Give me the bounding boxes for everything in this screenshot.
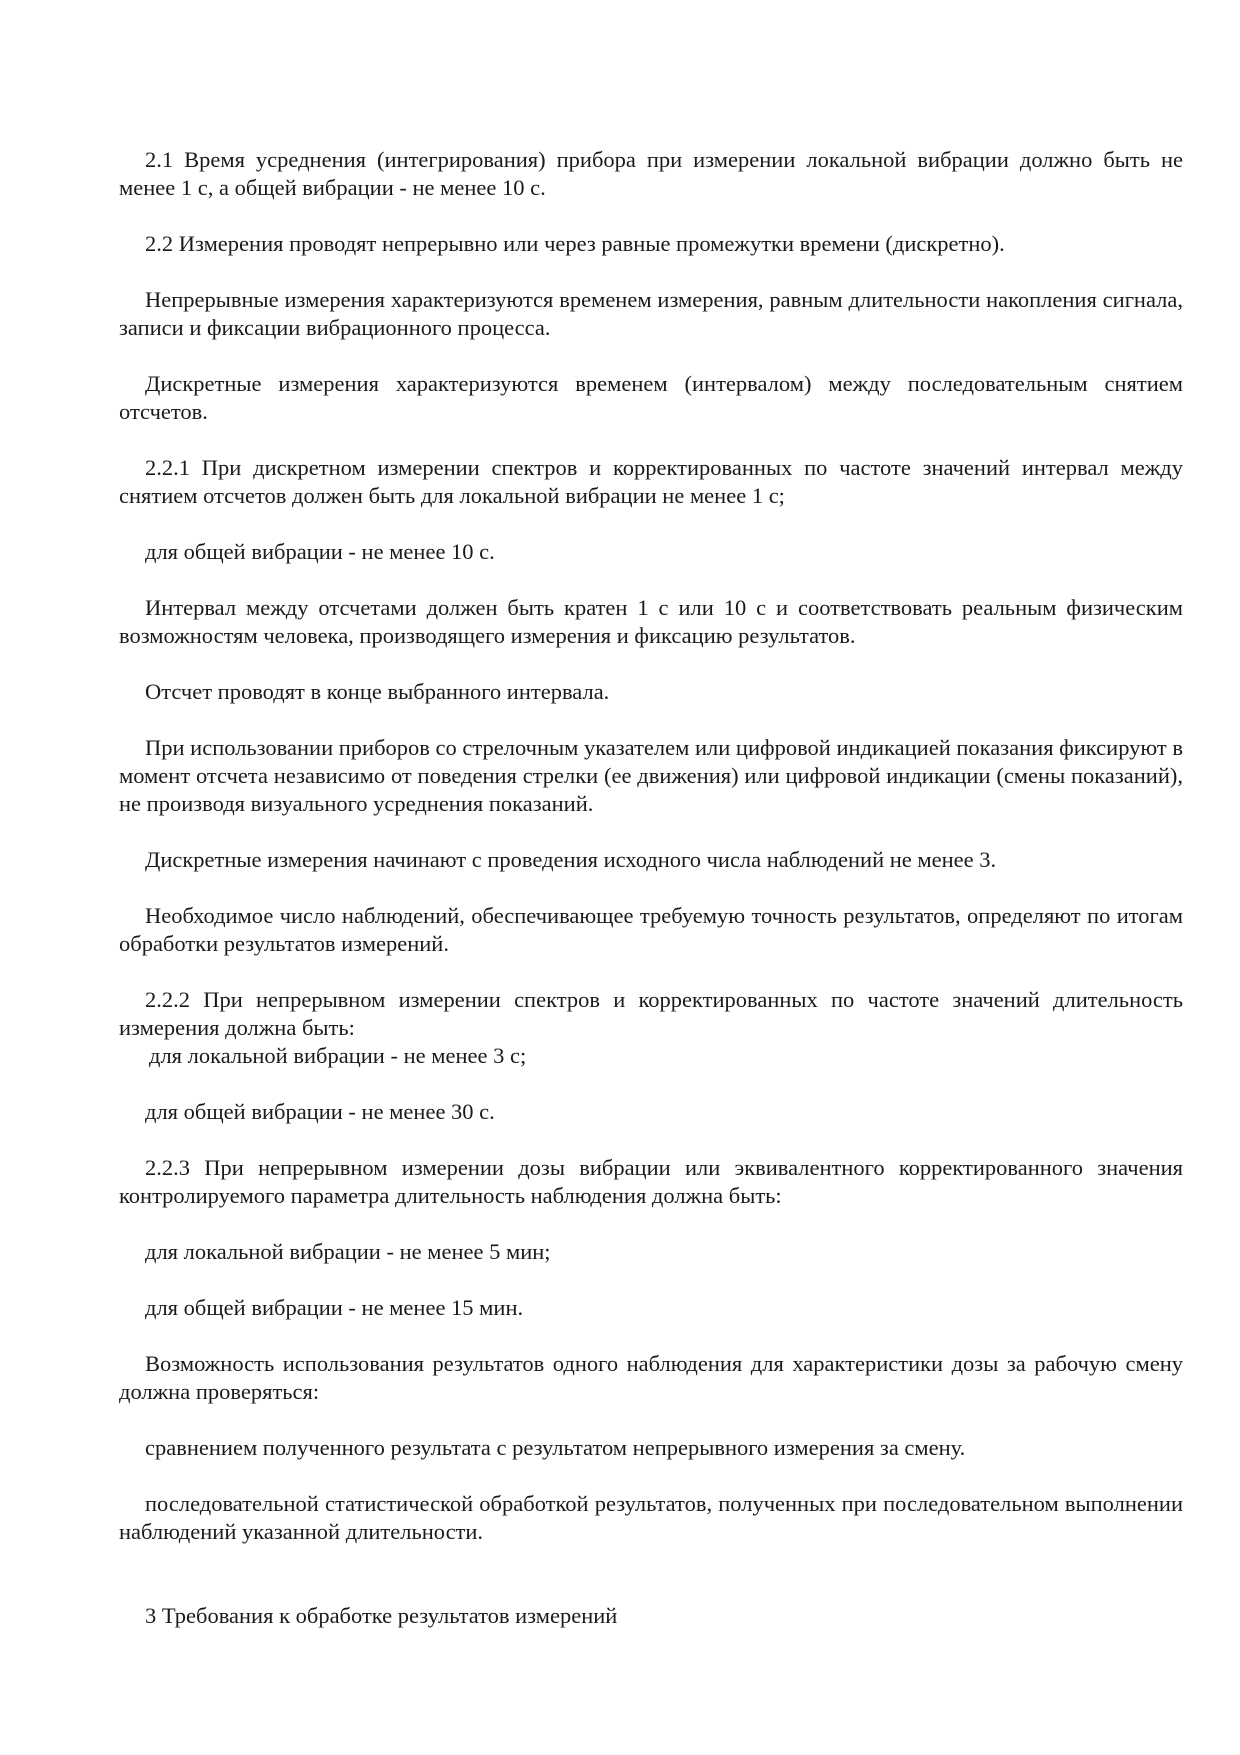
paragraph-general-vibration-10s: для общей вибрации - не менее 10 с. xyxy=(145,539,495,564)
paragraph-comparison-shift: сравнением полученного результата с результатом непрерывного измерения за смену. xyxy=(145,1435,966,1460)
paragraph-discrete-measurements: Дискретные измерения характеризуются временем (интервалом) между последовательным снятием отсчетов. xyxy=(119,371,1183,424)
paragraph-local-vibration-5min: для локальной вибрации - не менее 5 мин; xyxy=(145,1239,551,1264)
paragraph-single-observation: Возможность использования результатов одного наблюдения для характеристики дозы за рабочую смену должна проверяться: xyxy=(119,1351,1183,1404)
paragraph-2-2: 2.2 Измерения проводят непрерывно или через равные промежутки времени (дискретно). xyxy=(145,231,1005,256)
paragraph-statistical-processing: последовательной статистической обработкой результатов, полученных при последовательном выполнении наблюдений указанной длительности. xyxy=(119,1491,1183,1544)
paragraph-2-2-1: 2.2.1 При дискретном измерении спектров и корректированных по частоте значений интервал между снятием отсчетов должен быть для локальной вибрации не менее 1 с; xyxy=(119,455,1183,508)
paragraph-2-2-3: 2.2.3 При непрерывном измерении дозы вибрации или эквивалентного корректированного значения контролируемого параметра длительность наблюдения должна быть: xyxy=(119,1155,1183,1208)
paragraph-interval-multiple: Интервал между отсчетами должен быть кратен 1 с или 10 с и соответствовать реальным физическим возможностям человека, производящего измерения и фиксацию результатов. xyxy=(119,595,1183,648)
paragraph-2-2-2: 2.2.2 При непрерывном измерении спектров и корректированных по частоте значений длительность измерения должна быть: xyxy=(119,987,1183,1040)
paragraph-pointer-digital-instruments: При использовании приборов со стрелочным указателем или цифровой индикацией показания фиксируют в момент отсчета независимо от поведения стрелки (ее движения) или цифровой индикации (смены показаний), не производя визуального усреднения показаний. xyxy=(119,735,1183,816)
paragraph-initial-observations: Дискретные измерения начинают с проведения исходного числа наблюдений не менее 3. xyxy=(145,847,997,872)
paragraph-continuous-measurements: Непрерывные измерения характеризуются временем измерения, равным длительности накопления сигнала, записи и фиксации вибрационного процесса. xyxy=(119,287,1183,340)
section-heading-3: 3 Требования к обработке результатов измерений xyxy=(145,1603,618,1628)
paragraph-reading-end-of-interval: Отсчет проводят в конце выбранного интервала. xyxy=(145,679,610,704)
document-body xyxy=(119,146,1183,1630)
paragraph-local-vibration-3s: для локальной вибрации - не менее 3 с; xyxy=(149,1043,527,1068)
paragraph-general-vibration-15min: для общей вибрации - не менее 15 мин. xyxy=(145,1295,524,1320)
paragraph-general-vibration-30s: для общей вибрации - не менее 30 с. xyxy=(145,1099,495,1124)
paragraph-2-1: 2.1 Время усреднения (интегрирования) прибора при измерении локальной вибрации должно быть не менее 1 с, а общей вибрации - не менее 10 с. xyxy=(119,147,1183,200)
paragraph-required-observations: Необходимое число наблюдений, обеспечивающее требуемую точность результатов, определяют по итогам обработки результатов измерений. xyxy=(119,903,1183,956)
